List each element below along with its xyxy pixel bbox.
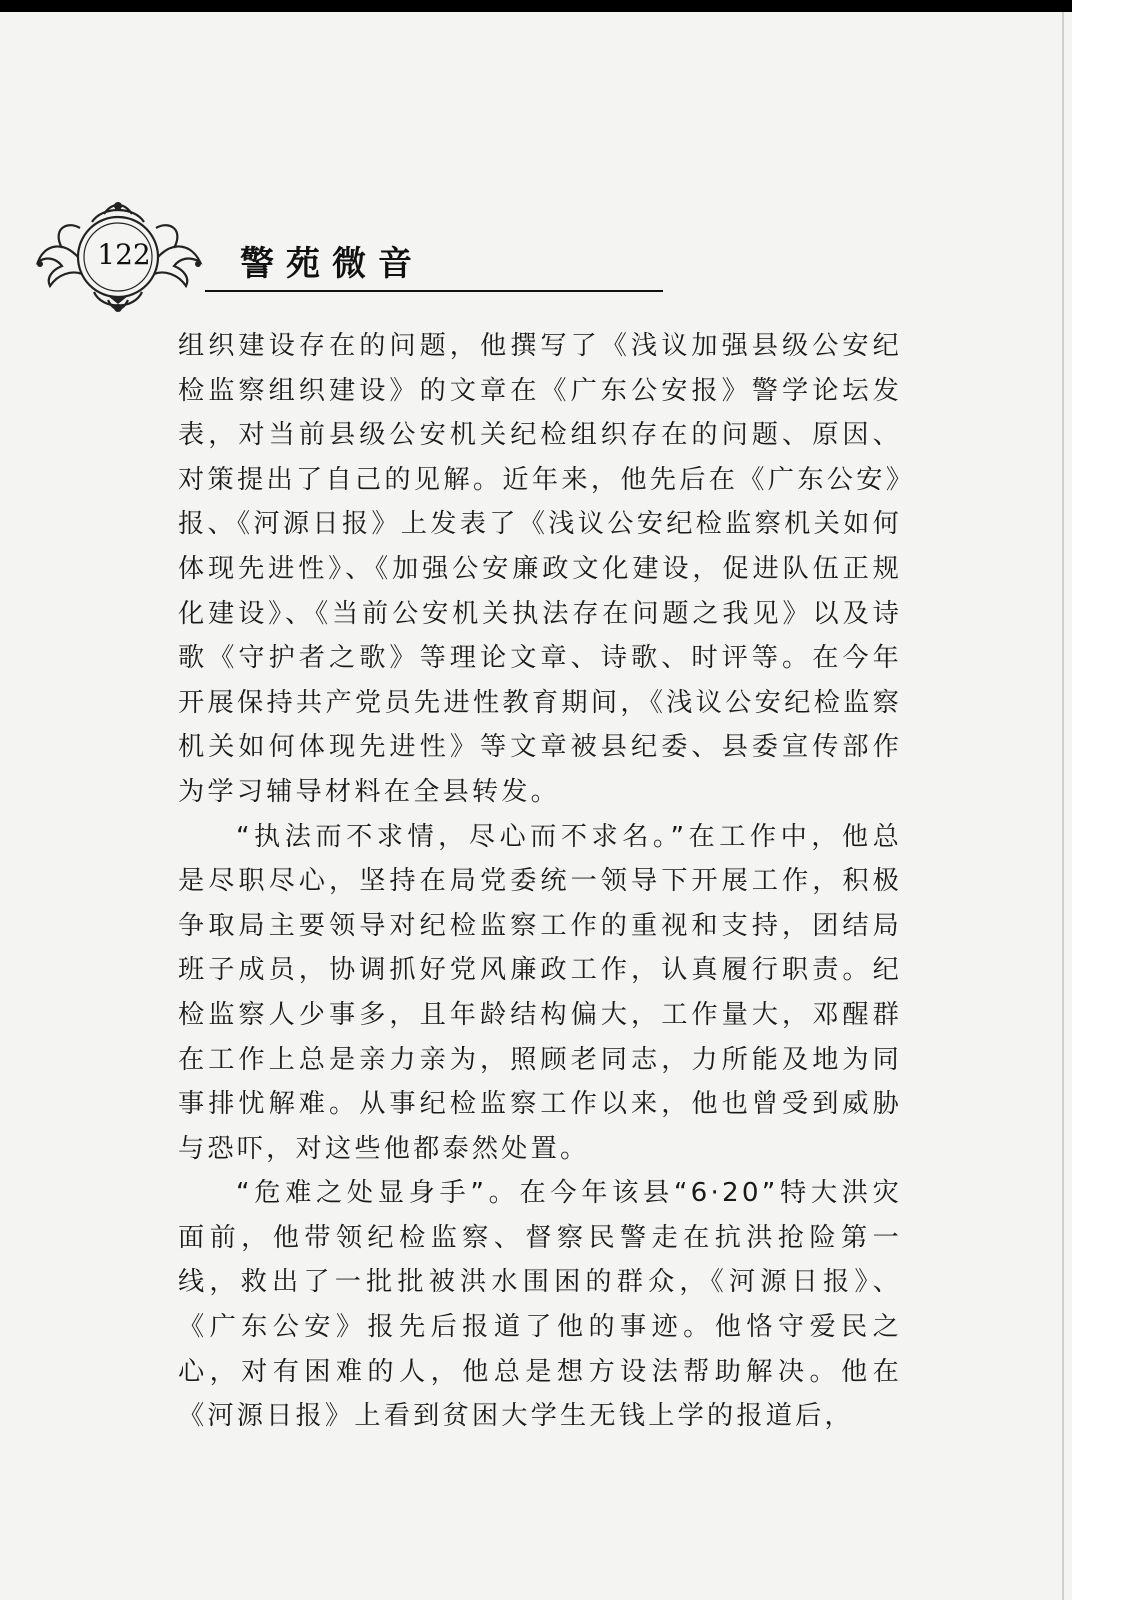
- header-rule: [205, 290, 663, 292]
- page-number: 122: [97, 238, 151, 271]
- paragraph: “危难之处显身手”。在今年该县“6·20”特大洪灾面前，他带领纪检监察、督察民警走在抗洪抢险第一线，救出了一批批被洪水围困的群众，《河源日报》、《广东公安》报先后报道了他的事迹。他恪守爱民之心，对有困难的人，他总是想方设法帮助解决。他在《河源日报》上看到贫困大学生无钱上学的报道后，: [178, 1178, 902, 1432]
- paragraph: “执法而不求情，尽心而不求名。”在工作中，他总是尽职尽心，坚持在局党委统一领导下开展工作，积极争取局主要领导对纪检监察工作的重视和支持，团结局班子成员，协调抓好党风廉政工作，认真履行职责。纪检监察人少事多，且年龄结构偏大，工作量大，邓醒群在工作上总是亲力亲为，照顾老同志，力所能及地为同事排忧解难。从事纪检监察工作以来，他也曾受到威胁与恐吓，对这些他都泰然处置。: [178, 821, 902, 1164]
- page-edge: [1062, 12, 1064, 1600]
- body-text: [178, 324, 902, 1439]
- paragraph: 组织建设存在的问题，他撰写了《浅议加强县级公安纪检监察组织建设》的文章在《广东公安报》警学论坛发表，对当前县级公安机关纪检组织存在的问题、原因、对策提出了自己的见解。近年来，他先后在《广东公安》报、《河源日报》上发表了《浅议公安纪检监察机关如何体现先进性》、《加强公安廉政文化建设，促进队伍正规化建设》、《当前公安机关执法存在问题之我见》以及诗歌《守护者之歌》等理论文章、诗歌、时评等。在今年开展保持共产党员先进性教育期间，《浅议公安纪检监察机关如何体现先进性》等文章被县纪委、县委宣传部作为学习辅导材料在全县转发。: [178, 331, 902, 807]
- running-title: 警苑微音: [240, 244, 424, 284]
- scan-margin: [1072, 0, 1144, 1600]
